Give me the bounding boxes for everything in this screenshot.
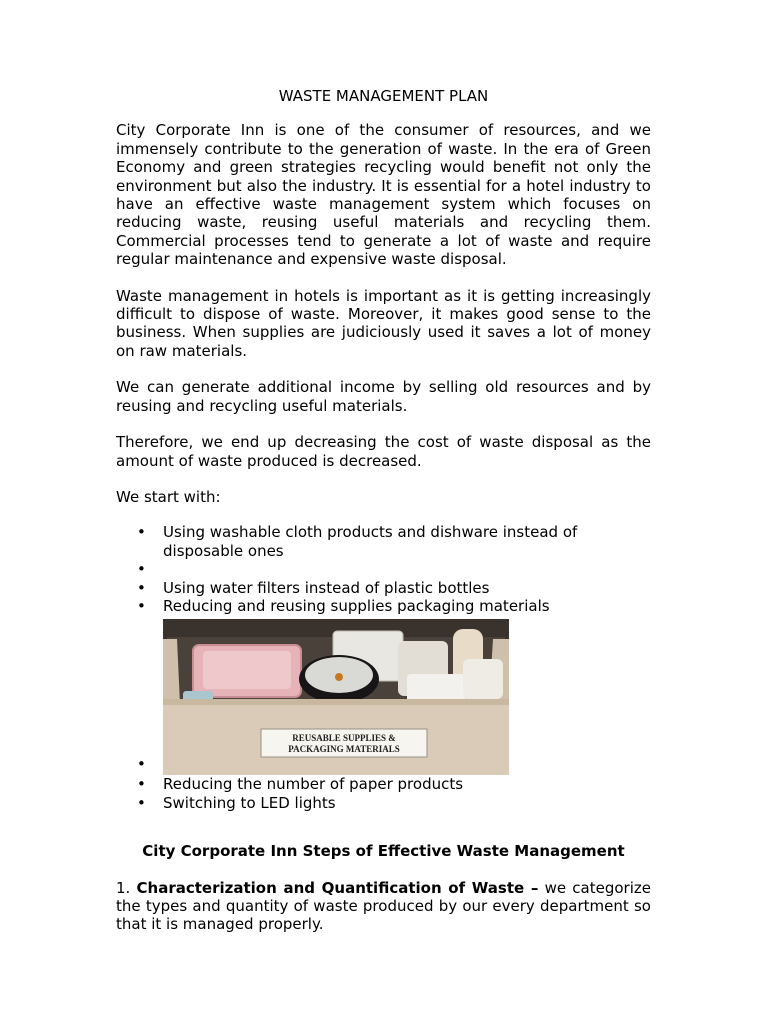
list-item: • Using water filters instead of plastic bottles [163, 579, 651, 597]
step-1-number: 1. [116, 878, 131, 897]
step-1-title: Characterization and Quantification of Waste – [136, 878, 539, 897]
bullet-list [116, 523, 651, 812]
paragraph-cost: Therefore, we end up decreasing the cost of waste disposal as the amount of waste produced is decreased. [116, 433, 651, 470]
section-heading: City Corporate Inn Steps of Effective Waste Management [142, 842, 625, 861]
list-item: • Reducing and reusing supplies packaging materials [163, 597, 651, 615]
list-item: • Switching to LED lights [163, 794, 651, 812]
paragraph-intro: City Corporate Inn is one of the consumer of resources, and we immensely contribute to the generation of waste. In the era of Green Economy and green strategies recycling would benefit not only the environment but also the industry. It is essential for a hotel industry to have an effective waste management system which focuses on reducing waste, reusing useful materials and recycling them. Commercial processes tend to generate a lot of waste and require regular maintenance and expensive waste disposal. [116, 121, 651, 269]
photo-label-line1: • REUSABLE SUPPLIES & [292, 733, 396, 744]
list-item-photo [163, 615, 651, 775]
document-title: WASTE MANAGEMENT PLAN [278, 87, 489, 105]
photo-label-line2: PACKAGING MATERIALS [288, 744, 400, 755]
reusable-supplies-photo [163, 619, 509, 775]
paragraph-income: We can generate additional income by selling old resources and by reusing and recycling useful materials. [116, 378, 651, 415]
step-1-text: we categorize the types and quantity of waste produced by our every department so that it is managed properly. [116, 878, 651, 934]
paragraph-importance: Waste management in hotels is important as it is getting increasingly difficult to dispose of waste. Moreover, it makes good sense to the business. When supplies are judiciously used it saves a lot of money on raw materials. [116, 286, 651, 360]
list-item [163, 560, 651, 578]
step-1 [116, 879, 651, 934]
list-item: • Reducing the number of paper products [163, 775, 651, 793]
paragraph-start: We start with: [116, 487, 221, 506]
document-body [116, 87, 651, 934]
list-item: • Using washable cloth products and dishware instead of disposable ones [163, 523, 651, 560]
